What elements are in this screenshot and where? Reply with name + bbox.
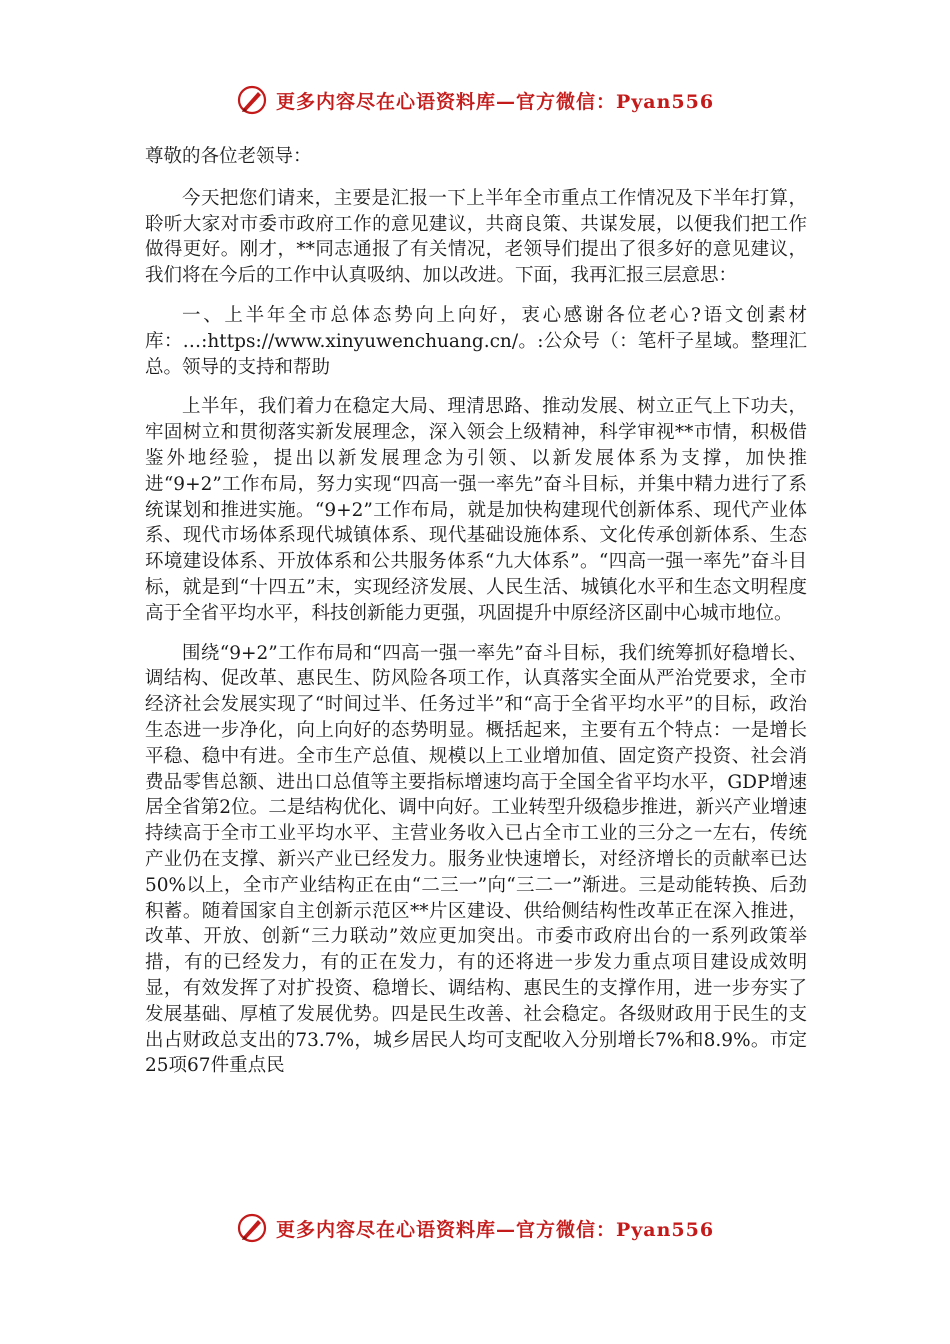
paragraph-first-half-overview: 上半年，我们着力在稳定大局、理清思路、推动发展、树立正气上下功夫，牢固树立和贯彻落实新发展理念，深入领会上级精神，科学审视**市情，积极借鉴外地经验，提出以新发展理念为引领、以新发展体系为支撑，加快推进“9+2”工作布局，努力实现“四高一强一率先”奋斗目标，并集中精力进行了系统谋划和推进实施。“9+2”工作布局，就是加快构建现代创新体系、现代产业体系、现代市场体系现代城镇体系、现代基础设施体系、文化传承创新体系、生态环境建设体系、开放体系和公共服务体系“九大体系”。“四高一强一率先”奋斗目标，就是到“十四五”末，实现经济发展、人民生活、城镇化水平和生态文明程度高于全省平均水平，科技创新能力更强，巩固提升中原经济区副中心城市地位。: [145, 396, 807, 624]
footer-banner: [0, 1212, 950, 1244]
document-body: [145, 144, 807, 1079]
paragraph-five-features: 围绕“9+2”工作布局和“四高一强一率先”奋斗目标，我们统筹抓好稳增长、调结构、促改革、惠民生、防风险各项工作，认真落实全面从严治党要求，全市经济社会发展实现了“时间过半、任务过半”和“高于全省平均水平”的目标，政治生态进一步净化，向上向好的态势明显。概括起来，主要有五个特点：一是增长平稳、稳中有进。全市生产总值、规模以上工业增加值、固定资产投资、社会消费品零售总额、进出口总值等主要指标增速均高于全国全省平均水平，GDP增速居全省第2位。二是结构优化、调中向好。工业转型升级稳步推进，新兴产业增速持续高于全市工业平均水平、主营业务收入已占全市工业的三分之一左右，传统产业仍在支撑、新兴产业已经发力。服务业快速增长，对经济增长的贡献率已达50%以上，全市产业结构正在由“二三一”向“三二一”渐进。三是动能转换、后劲积蓄。随着国家自主创新示范区**片区建设、供给侧结构性改革正在深入推进，改革、开放、创新“三力联动”效应更加突出。市委市政府出台的一系列政策举措，有的已经发力，有的正在发力，有的还将进一步发力重点项目建设成效明显，有效发挥了对扩投资、稳增长、调结构、惠民生的支撑作用，进一步夯实了发展基础、厚植了发展优势。四是民生改善、社会稳定。各级财政用于民生的支出占财政总支出的73.7%，城乡居民人均可支配收入分别增长7%和8.9%。市定25项67件重点民: [145, 642, 807, 1077]
header-banner-text: 更多内容尽在心语资料库—官方微信：Pyan556: [275, 90, 715, 113]
paragraph-intro: 今天把您们请来，主要是汇报一下上半年全市重点工作情况及下半年打算，聆听大家对市委市政府工作的意见建议，共商良策、共谋发展，以便我们把工作做得更好。刚才，**同志通报了有关情况，老领导们提出了很多好的意见建议，我们将在今后的工作中认真吸纳、加以改进。下面，我再汇报三层意思：: [145, 187, 807, 287]
greeting: 尊敬的各位老领导：: [145, 146, 312, 167]
pen-logo-icon: [236, 84, 268, 116]
header-banner: [0, 84, 950, 116]
section-heading-1: 一、上半年全市总体态势向上向好，衷心感谢各位老心?语文创素材库：…:https://www.xinyuwenchuang.cn/。:公众号（：笔杆子星域。整理汇总。领导的支持和帮助: [145, 304, 807, 378]
pen-logo-icon: [236, 1212, 268, 1244]
footer-banner-text: 更多内容尽在心语资料库—官方微信：Pyan556: [275, 1218, 715, 1241]
